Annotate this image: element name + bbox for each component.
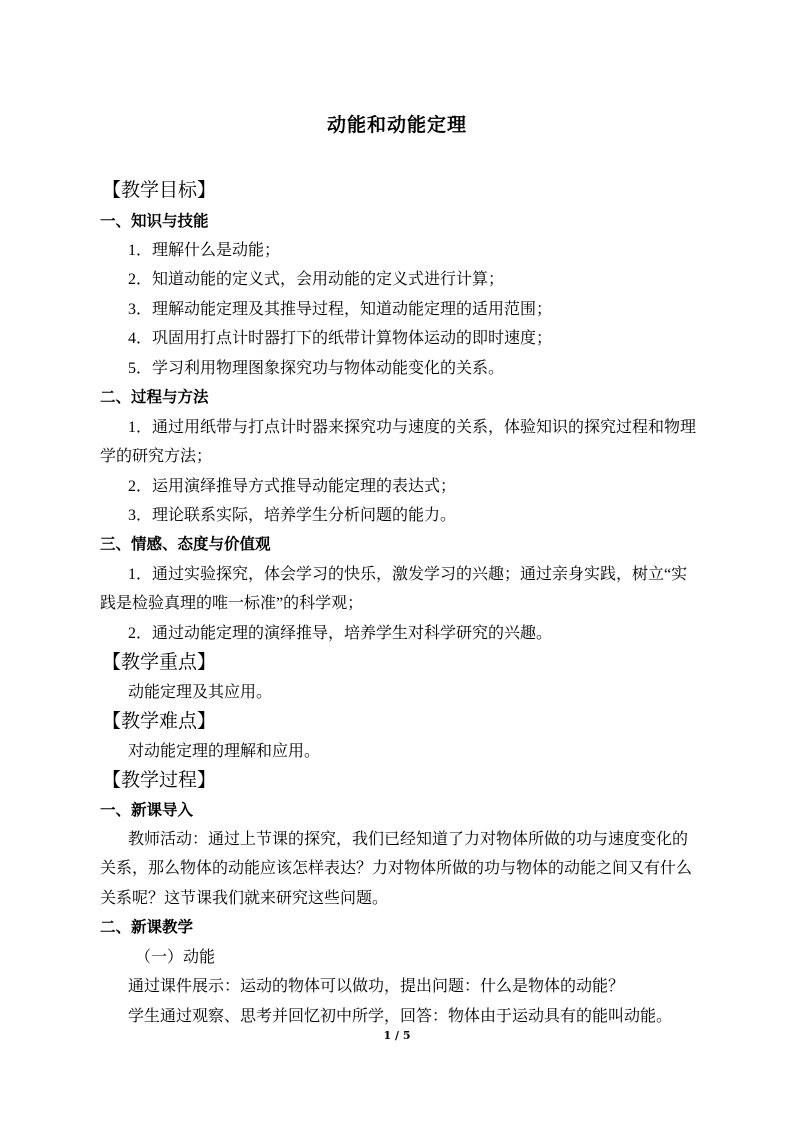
page-number: 1 / 5 [383, 1029, 411, 1042]
difficulties-heading: 【教学难点】 [102, 710, 217, 733]
knowledge-skills-heading: 一、知识与技能 [100, 211, 209, 230]
intro-paragraph-line: 教师活动：通过上节课的探究，我们已经知道了力对物体所做的功与速度变化的 [128, 831, 689, 849]
teaching-heading: 二、新课教学 [100, 918, 194, 937]
teaching-paragraph: 学生通过观察、思考并回忆初中所学，回答：物体由于运动具有的能叫动能。 [128, 1007, 673, 1025]
difficulties-text: 对动能定理的理解和应用。 [128, 742, 321, 760]
key-points-heading: 【教学重点】 [102, 651, 217, 674]
knowledge-item: 2．知道动能的定义式，会用动能的定义式进行计算； [128, 271, 505, 289]
intro-paragraph-line: 关系呢？这节课我们就来研究这些问题。 [100, 889, 389, 907]
process-heading: 【教学过程】 [102, 769, 217, 792]
knowledge-item: 5．学习利用物理图象探究功与物体动能变化的关系。 [128, 359, 505, 377]
emotion-item-continued: 践是检验真理的唯一标准”的科学观； [100, 595, 364, 613]
process-item: 2．运用演绎推导方式推导动能定理的表达式； [128, 477, 457, 495]
process-methods-heading: 二、过程与方法 [100, 388, 209, 407]
document-body [100, 175, 697, 1031]
process-item: 1．通过用纸带与打点计时器来探究功与速度的关系，体验知识的探究过程和物理 [128, 418, 697, 436]
document-title: 动能和动能定理 [326, 114, 467, 136]
process-item: 3．理论联系实际，培养学生分析问题的能力。 [128, 507, 457, 525]
emotion-item: 1．通过实验探究，体会学习的快乐，激发学习的兴趣；通过亲身实践，树立“实 [128, 565, 688, 583]
teaching-sub-heading: （一）动能 [135, 948, 216, 966]
key-points-text: 动能定理及其应用。 [128, 683, 273, 701]
process-item-continued: 学的研究方法； [100, 448, 213, 466]
knowledge-item: 1．理解什么是动能； [128, 241, 281, 259]
emotion-values-heading: 三、情感、态度与价值观 [100, 535, 271, 554]
knowledge-item: 4．巩固用打点计时器打下的纸带计算物体运动的即时速度； [128, 330, 553, 348]
knowledge-item: 3．理解动能定理及其推导过程，知道动能定理的适用范围； [128, 300, 553, 318]
emotion-item: 2．通过动能定理的演绎推导，培养学生对科学研究的兴趣。 [128, 624, 553, 642]
objectives-heading: 【教学目标】 [102, 179, 217, 201]
intro-heading: 一、新课导入 [100, 800, 194, 819]
intro-paragraph-line: 关系，那么物体的动能应该怎样表达？力对物体所做的功与物体的动能之间又有什么 [100, 860, 693, 878]
teaching-paragraph: 通过课件展示：运动的物体可以做功，提出问题：什么是物体的动能？ [128, 978, 625, 996]
